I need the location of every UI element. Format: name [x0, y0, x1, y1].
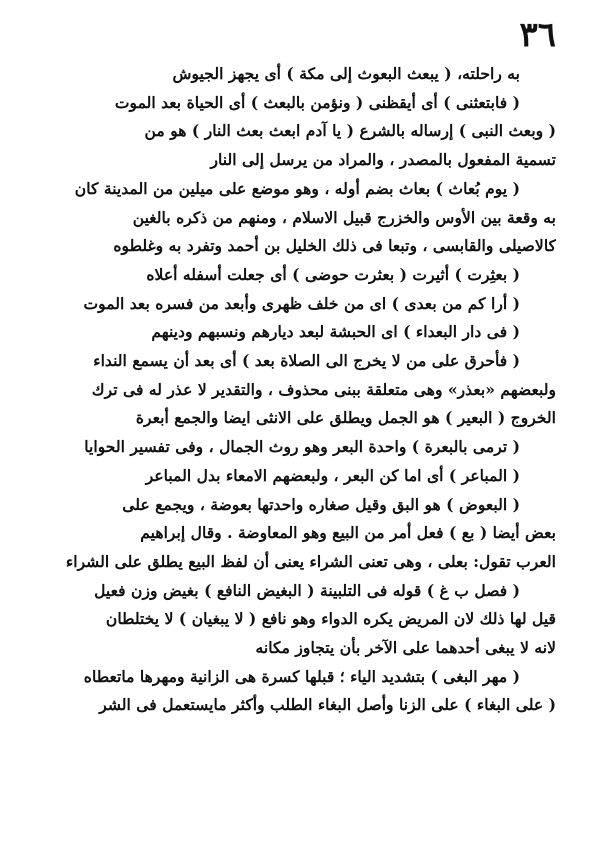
text-line: الخروج ( البعير ) هو الجمل ويطلق على الانثى ايضا والجمع أبعرة [135, 408, 556, 428]
text-line: ( فأحرق على من لا يخرج الى الصلاة بعد ) أى بعد أن يسمع النداء [93, 351, 520, 371]
text-line: ( المباعر ) أى اما كن البعر ، ولبعضهم الامعاء بدل المباعر [145, 465, 520, 485]
text-line: ولبعضهم «بعذر» وهى متعلقة ببنى محذوف ، والتقدير لا عذر له فى ترك [91, 379, 556, 399]
text-line: ( ترمى بالبعرة ) واحدة البعر وهو روث الجمال ، وفى تفسير الحوايا [84, 437, 520, 457]
text-line: ( يوم بُعاث ) بعاث بضم أوله ، وهو موضع على ميلين من المدينة كان [74, 178, 520, 198]
text-line: ( فصل ب غ ) قوله فى التلبينة ( البغيض النافع ) بغيض وزن فعيل [94, 580, 520, 600]
text-line: العرب تقول: بعلى ، وهى تعنى الشراء يعنى أن لفظ البيع يطلق على الشراء [65, 551, 556, 571]
text-line: ( البعوض ) هو البق وقيل صغاره واحدتها بعوضة ، ويجمع على [122, 494, 520, 514]
text-line: ( بعثِرت ) أثيرت ( بعثرت حوضى ) أى جعلت أسفله أعلاه [146, 264, 520, 284]
text-line: ( فابتعثنى ) أى أيقظنى ( ونؤمن بالبعث ) أى الحياة بعد الموت [114, 92, 520, 112]
text-line: به وقعة بين الأوس والخزرج قبيل الاسلام ، ومنهم من ذكره بالغين [132, 207, 556, 227]
page-number: ٣٦ [519, 15, 556, 55]
text-line: لانه لا يبغى أحدهما على الآخر بأن يتجاوز مكانه [255, 638, 556, 658]
body-text [36, 60, 556, 720]
text-line: ( على البغاء ) على الزنا وأصل البغاء الطلب وأكثر مايستعمل فى الشر [99, 695, 556, 715]
text-line: بعض أيضا ( بع ) فعل أمر من البيع وهو المعاوضة . وقال إبراهيم [140, 523, 556, 543]
text-line: كالاصيلى والقابسى ، وتبعا فى ذلك الخليل بن أحمد وتفرد به وغلطوه [113, 236, 556, 256]
text-line: ( فى دار البعداء ) اى الحبشة لبعد ديارهم ونسبهم ودينهم [151, 322, 520, 342]
text-line: ( أرا كم من بعدى ) اى من خلف ظهرى وأبعد من فسره بعد الموت [83, 293, 520, 313]
text-line: به راحلته، ( يبعث البعوث إلى مكة ) أى يجهز الجيوش [172, 64, 520, 83]
text-line: قيل لها ذلك لان المريض يكره الدواء وهو نافع ( لا يبغيان ) لا يختلطان [105, 609, 556, 629]
text-line: ( مهر البغى ) بتشديد الياء ؛ قبلها كسرة هى الزانية ومهرها ماتعطاه [83, 666, 520, 686]
text-line: تسمية المفعول بالمصدر ، والمراد من يرسل إلى النار [210, 150, 556, 170]
text-line: ( وبعث النبى ) إرساله بالشرع ( يا آدم ابعث بعث النار ) هو من [144, 121, 556, 141]
